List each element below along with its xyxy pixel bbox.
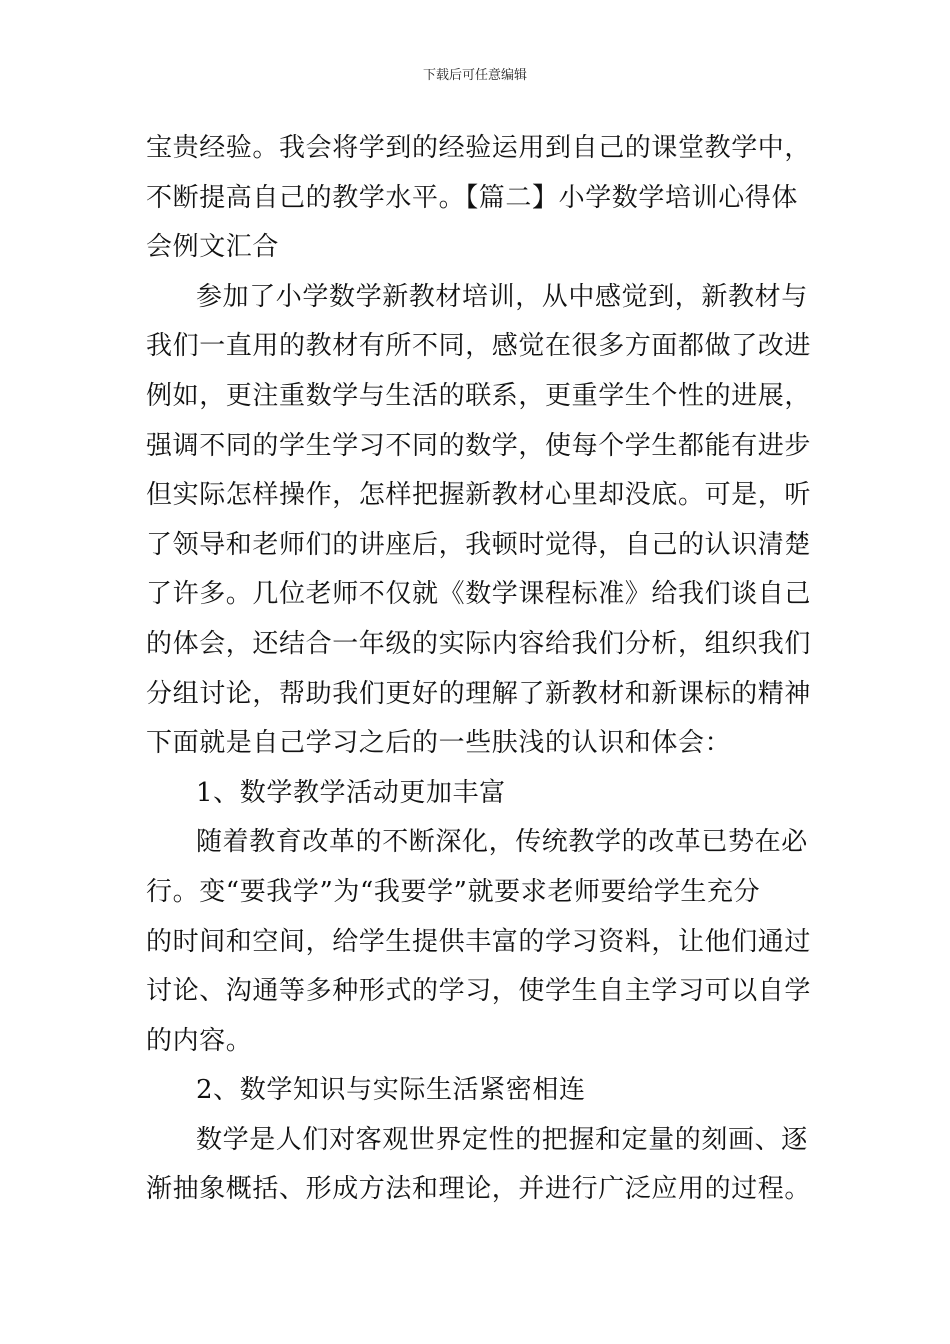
text-line: 数学是人们对客观世界定性的把握和定量的刻画、逐 <box>196 1124 808 1155</box>
text-line: 了领导和老师们的讲座后，我顿时觉得，自己的认识清楚 <box>146 529 812 560</box>
text-line: 分组讨论，帮助我们更好的理解了新教材和新课标的精神 <box>146 678 812 709</box>
text-line: 参加了小学数学新教材培训，从中感觉到，新教材与 <box>196 281 808 312</box>
text-line: 讨论、沟通等多种形式的学习，使学生自主学习可以自学 <box>146 976 812 1007</box>
text-line: 随着教育改革的不断深化，传统教学的改革已势在必 <box>196 827 808 858</box>
text-line: 不断提高自己的教学水平。【篇二】小学数学培训心得体 <box>146 182 799 213</box>
text-line: 了许多。几位老师不仅就《数学课程标准》给我们谈自己 <box>146 579 812 610</box>
text-line: 我们一直用的教材有所不同，感觉在很多方面都做了改进 <box>146 331 812 362</box>
page-header: 下载后可任意编辑 <box>422 68 527 83</box>
text-line: 的时间和空间，给学生提供丰富的学习资料，让他们通过 <box>146 926 812 957</box>
text-line: 宝贵经验。我会将学到的经验运用到自己的课堂教学中， <box>146 133 812 163</box>
text-line: 1、数学教学活动更加丰富 <box>196 777 506 808</box>
text-line: 但实际怎样操作，怎样把握新教材心里却没底。可是，听 <box>146 480 812 511</box>
text-line: 的体会，还结合一年级的实际内容给我们分析，组织我们 <box>146 628 812 659</box>
text-line: 例如，更注重数学与生活的联系，更重学生个性的进展， <box>146 380 812 411</box>
text-line: 渐抽象概括、形成方法和理论，并进行广泛应用的过程。 <box>146 1174 812 1205</box>
text-line: 会例文汇合 <box>146 232 280 263</box>
text-line: 行。变“要我学”为“我要学”就要求老师要给学生充分 <box>146 876 761 907</box>
document-body <box>146 124 810 1215</box>
text-line: 的内容。 <box>146 1025 253 1056</box>
text-line: 强调不同的学生学习不同的数学，使每个学生都能有进步 <box>146 430 812 461</box>
text-line: 下面就是自己学习之后的一些肤浅的认识和体会： <box>146 728 732 759</box>
text-line: 2、数学知识与实际生活紧密相连 <box>196 1075 586 1106</box>
